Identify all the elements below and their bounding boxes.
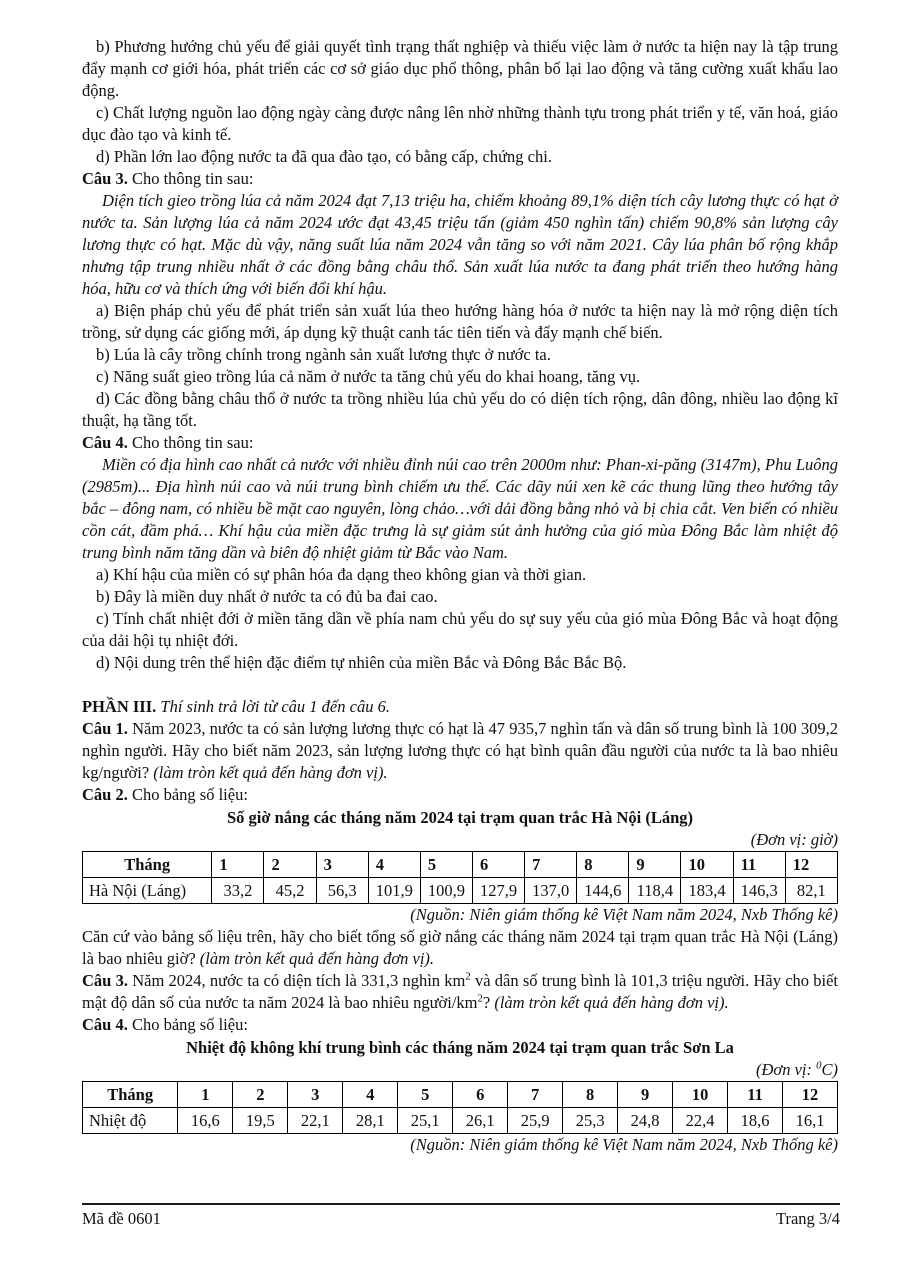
option-d: d) Phần lớn lao động nước ta đã qua đào tạo, có bằng cấp, chứng chi. <box>96 147 552 166</box>
table-value-cell: 144,6 <box>577 878 629 904</box>
table-month-header: 12 <box>783 1082 838 1108</box>
table-month-header: 6 <box>472 852 524 878</box>
table-row-label: Hà Nội (Láng) <box>83 878 212 904</box>
question-3-option-c: c) Năng suất gieo trồng lúa cả năm ở nước ta tăng chủ yếu do khai hoang, tăng vụ. <box>96 367 641 386</box>
temperature-table <box>82 1081 838 1134</box>
table-month-header: 4 <box>368 852 420 878</box>
question-3-heading: Câu 3. Cho thông tin sau: <box>82 169 254 188</box>
question-4-label: Câu 4. <box>82 433 132 452</box>
table-value-cell: 28,1 <box>343 1108 398 1134</box>
table-row-header: Tháng <box>83 1082 178 1108</box>
table-value-cell: 16,1 <box>783 1108 838 1134</box>
table-value-cell: 146,3 <box>733 878 785 904</box>
table-row-header: Tháng <box>83 852 212 878</box>
table-1-unit: (Đơn vị: giờ) <box>750 830 838 849</box>
table-month-header: 10 <box>673 1082 728 1108</box>
table-month-header: 1 <box>212 852 264 878</box>
table-value-cell: 33,2 <box>212 878 264 904</box>
table-month-header: 3 <box>316 852 368 878</box>
table-month-header: 7 <box>508 1082 563 1108</box>
table-value-cell: 26,1 <box>453 1108 508 1134</box>
table-value-cell: 127,9 <box>472 878 524 904</box>
table-month-header: 2 <box>233 1082 288 1108</box>
table-month-header: 9 <box>618 1082 673 1108</box>
superscript-2: 2 <box>477 992 483 1005</box>
superscript-2: 2 <box>465 970 471 983</box>
option-b: b) Phương hướng chủ yếu để giải quyết tình trạng thất nghiệp và thiếu việc làm ở nước ta hiện nay là tập trung đẩy mạnh cơ giới hóa, phát triển các cơ sở giáo dục phổ thông, phân bố lại lao động và tăng cường xuất khẩu lao động. <box>82 37 838 100</box>
p3-question-2: Câu 2. Cho bảng số liệu: <box>82 785 248 804</box>
exam-code: Mã đề 0601 <box>82 1209 161 1228</box>
table-value-cell: 16,6 <box>178 1108 233 1134</box>
table-month-header: 12 <box>785 852 837 878</box>
table-value-cell: 18,6 <box>728 1108 783 1134</box>
table-value-cell: 183,4 <box>681 878 733 904</box>
question-4-option-b: b) Đây là miền duy nhất ở nước ta có đủ ba đai cao. <box>96 587 438 606</box>
question-4-heading: Câu 4. Cho thông tin sau: <box>82 433 254 452</box>
table-month-header: 4 <box>343 1082 398 1108</box>
table-value-cell: 22,4 <box>673 1108 728 1134</box>
part-3-heading: PHẦN III. Thí sinh trả lời từ câu 1 đến câu 6. <box>82 697 390 716</box>
question-3-passage: Diện tích gieo trồng lúa cả năm 2024 đạt 7,13 triệu ha, chiếm khoảng 89,1% diện tích cây lương thực có hạt ở nước ta. Sản lượng lúa cả năm 2024 ước đạt 43,45 triệu tấn (giảm 450 nghìn tấn) chiếm 90,8% sản lượng cây lương thực có hạt. Mặc dù vậy, năng suất lúa năm 2024 vẫn tăng so với năm 2021. Cây lúa phân bố rộng khắp nhưng tập trung nhiều nhất ở các đồng bằng châu thổ. Sản xuất lúa nước ta đang phát triển theo hướng hàng hóa, hữu cơ và thích ứng với biến đổi khí hậu. <box>82 191 838 298</box>
table-month-header: 1 <box>178 1082 233 1108</box>
table-month-header: 11 <box>733 852 785 878</box>
table-value-cell: 118,4 <box>629 878 681 904</box>
table-2-title: Nhiệt độ không khí trung bình các tháng năm 2024 tại trạm quan trắc Sơn La <box>186 1038 734 1057</box>
table-value-cell: 24,8 <box>618 1108 673 1134</box>
question-3-option-a: a) Biện pháp chủ yếu để phát triển sản xuất lúa theo hướng hàng hóa ở nước ta hiện nay là mở rộng diện tích trồng, sử dụng các giống mới, áp dụng kỹ thuật canh tác tiên tiến và đẩy mạnh chế biến. <box>82 301 838 342</box>
table-value-cell: 82,1 <box>785 878 837 904</box>
table-value-cell: 25,3 <box>563 1108 618 1134</box>
page-footer <box>82 1203 840 1230</box>
p3-question-4: Câu 4. Cho bảng số liệu: <box>82 1015 248 1034</box>
question-4-option-a: a) Khí hậu của miền có sự phân hóa đa dạng theo không gian và thời gian. <box>96 565 587 584</box>
table-month-header: 5 <box>420 852 472 878</box>
table-value-cell: 100,9 <box>420 878 472 904</box>
table-2-source: (Nguồn: Niên giám thống kê Việt Nam năm 2024, Nxb Thống kê) <box>410 1135 838 1154</box>
table-value-cell: 56,3 <box>316 878 368 904</box>
table-month-header: 9 <box>629 852 681 878</box>
superscript-0: 0 <box>816 1059 822 1072</box>
table-row-label: Nhiệt độ <box>83 1108 178 1134</box>
table-value-cell: 22,1 <box>288 1108 343 1134</box>
sunshine-hours-table <box>82 851 838 904</box>
p3-question-1: Câu 1. Năm 2023, nước ta có sản lượng lương thực có hạt là 47 935,7 nghìn tấn và dân số trung bình là 100 309,2 nghìn người. Hãy cho biết năm 2023, sản lượng lương thực có hạt bình quân đầu người của nước ta là bao nhiêu kg/người? (làm tròn kết quả đến hàng đơn vị). <box>82 719 839 782</box>
table-value-cell: 101,9 <box>368 878 420 904</box>
p3-question-1-label: Câu 1. <box>82 719 133 738</box>
table-month-header: 7 <box>525 852 577 878</box>
p3-question-2-followup: Căn cứ vào bảng số liệu trên, hãy cho biết tổng số giờ nắng các tháng năm 2024 tại trạm quan trắc Hà Nội (Láng) là bao nhiêu giờ? (làm tròn kết quả đến hàng đơn vị). <box>82 927 838 968</box>
table-month-header: 6 <box>453 1082 508 1108</box>
p3-question-3: Câu 3. Năm 2024, nước ta có diện tích là 331,3 nghìn $km^2$ và dân số trung bình là 101,3 triệu người. Hãy cho biết mật độ dân số của nước ta năm 2024 là bao nhiêu người/$km^2$? (làm tròn kết quả đến hàng đơn vị). <box>82 970 839 1012</box>
table-1-source: (Nguồn: Niên giám thống kê Việt Nam năm 2024, Nxb Thống kê) <box>410 905 838 924</box>
question-3-option-b: b) Lúa là cây trồng chính trong ngành sản xuất lương thực ở nước ta. <box>96 345 551 364</box>
p3-question-3-label: Câu 3. <box>82 971 133 990</box>
question-4-option-d: d) Nội dung trên thể hiện đặc điểm tự nhiên của miền Bắc và Đông Bắc Bắc Bộ. <box>96 653 627 672</box>
table-month-header: 8 <box>577 852 629 878</box>
option-c: c) Chất lượng nguồn lao động ngày càng được nâng lên nhờ những thành tựu trong phát triển y tế, văn hoá, giáo dục đào tạo và kinh tế. <box>82 103 838 144</box>
p3-question-2-label: Câu 2. <box>82 785 132 804</box>
page-number: Trang 3/4 <box>775 1209 840 1228</box>
table-month-header: 11 <box>728 1082 783 1108</box>
p3-question-4-label: Câu 4. <box>82 1015 132 1034</box>
table-value-cell: 25,1 <box>398 1108 453 1134</box>
table-value-cell: 25,9 <box>508 1108 563 1134</box>
table-month-header: 8 <box>563 1082 618 1108</box>
question-4-passage: Miền có địa hình cao nhất cả nước với nhiều đỉnh núi cao trên 2000m như: Phan-xi-păng (3147m), Phu Luông (2985m)... Địa hình núi cao và núi trung bình chiếm ưu thế. Các dãy núi xen kẽ các thung lũng theo hướng tây bắc – đông nam, có nhiều bề mặt cao nguyên, lòng chảo…với dải đồng bằng nhỏ và bị chia cắt. Ven biển có nhiều cồn cát, đầm phá… Khí hậu của miền đặc trưng là sự giảm sút ảnh hưởng của gió mùa Đông Bắc làm nhiệt độ trung bình năm tăng dần và biên độ nhiệt giảm từ Bắc vào Nam. <box>82 455 838 562</box>
question-3-label: Câu 3. <box>82 169 132 188</box>
table-month-header: 5 <box>398 1082 453 1108</box>
question-3-option-d: d) Các đồng bằng châu thổ ở nước ta trồng nhiều lúa chủ yếu do có diện tích rộng, dân đông, nhiều lao động kĩ thuật, hạ tầng tốt. <box>82 389 838 430</box>
table-month-header: 10 <box>681 852 733 878</box>
table-value-cell: 137,0 <box>525 878 577 904</box>
table-value-cell: 45,2 <box>264 878 316 904</box>
question-4-option-c: c) Tính chất nhiệt đới ở miền tăng dần về phía nam chủ yếu do sự suy yếu của gió mùa Đông Bắc và hoạt động của dải hội tụ nhiệt đới. <box>82 609 838 650</box>
part-3-label: PHẦN III. <box>82 697 161 716</box>
table-2-unit: (Đơn vị: $^0$C) <box>756 1059 838 1079</box>
table-month-header: 3 <box>288 1082 343 1108</box>
table-value-cell: 19,5 <box>233 1108 288 1134</box>
table-month-header: 2 <box>264 852 316 878</box>
table-1-title: Số giờ nắng các tháng năm 2024 tại trạm quan trắc Hà Nội (Láng) <box>226 808 694 827</box>
